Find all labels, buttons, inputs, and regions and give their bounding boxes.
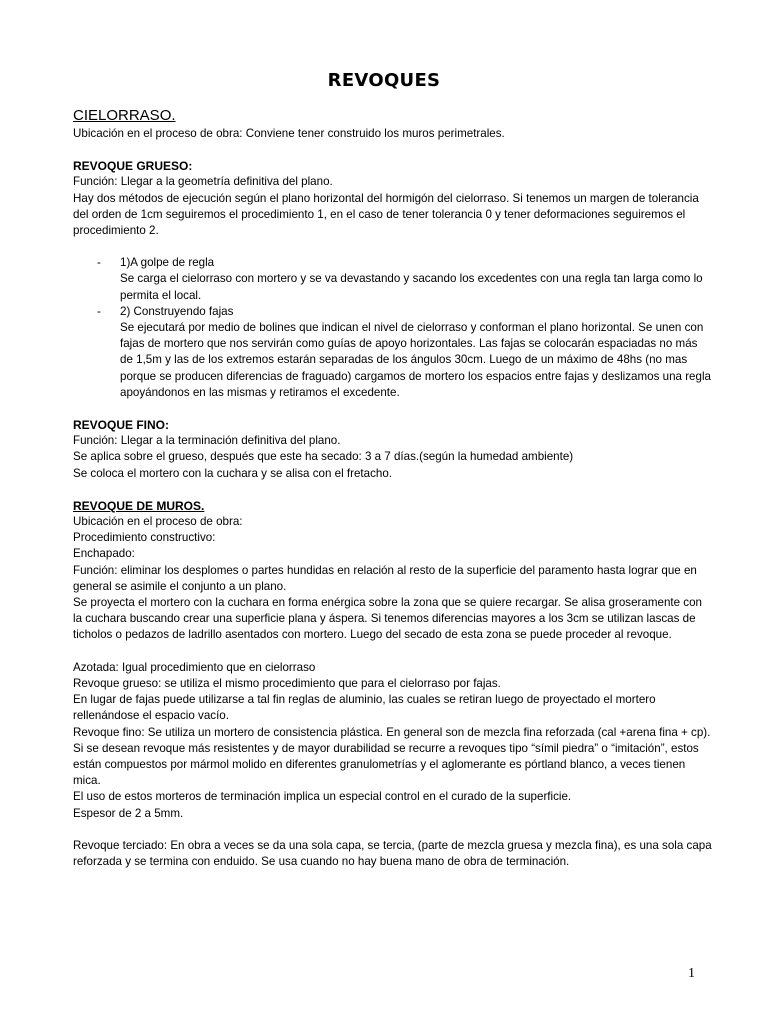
list-item [73,304,713,401]
revoque-muros-detail: Azotada: Igual procedimiento que en cielorraso [73,660,316,674]
list-dash: - [97,304,101,318]
revoque-muros-detail: Revoque grueso: se utiliza el mismo procedimiento que para el cielorraso por fajas. [73,676,501,690]
revoque-muros-heading: REVOQUE DE MUROS. [73,498,205,513]
revoque-muros-detail: Revoque fino: Se utiliza un mortero de consistencia plástica. En general son de mezcla fina reforzada (cal +arena fina + cp). Si se desean revoque más resistentes y de mayor durabilidad se recurre a revoques tipo “símil piedra” o “imitación”, estos están compuestos por mármol molido en diferentes granulometrías y el aglomerante es pórtland blanco, a veces tienen mica. [73,725,711,788]
document-title: REVOQUES [327,70,441,91]
revoque-terciado: Revoque terciado: En obra a veces se da una sola capa, se tercia, (parte de mezcla gruesa y mezcla fina), es una sola capa reforzada y se termina con enduido. Se usa cuando no hay buena mano de obra de terminación. [73,838,712,868]
revoque-fino-heading: REVOQUE FINO: [73,418,170,433]
cielorraso-intro: Ubicación en el proceso de obra: Conviene tener construido los muros perimetrales. [73,127,505,140]
method-title: 1)A golpe de regla [120,256,215,270]
revoque-fino-line: Se aplica sobre el grueso, después que este ha secado: 3 a 7 días.(según la humedad ambiente) [73,450,574,464]
cielorraso-heading: CIELORRASO. [73,107,176,124]
method-description: Se carga el cielorraso con mortero y se va devastando y sacando los excedentes con una regla tan larga como lo permita el local. [120,272,703,302]
revoque-fino-line: Función: Llegar a la terminación definitiva del plano. [73,434,341,448]
revoque-muros-line: Ubicación en el proceso de obra: [73,515,243,529]
revoque-muros-detail: El uso de estos morteros de terminación implica un especial control en el curado de la superficie. [73,790,572,804]
revoque-grueso-metodos: Hay dos métodos de ejecución según el plano horizontal del hormigón del cielorraso. Si tenemos un margen de tolerancia del orden de 1cm seguiremos el procedimiento 1, en el caso de tener tolerancia 0 y tener deformaciones seguiremos el procedimiento 2. [73,191,699,238]
revoque-grueso-funcion: Función: Llegar a la geometría definitiva del plano. [73,175,333,189]
revoque-muros-line: Se proyecta el mortero con la cuchara en forma enérgica sobre la zona que se quiere recargar. Se alisa groseramente con la cuchara buscando crear una superficie plana y áspera. Si tenemos diferencias mayores a los 3cm se utilizan lascas de ticholos o pedazos de ladrillo asentados con mortero. Luego del secado de esta zona se puede proceder al revoque. [73,596,702,642]
revoque-muros-line: Enchapado: [73,547,135,561]
revoque-muros-line: Procedimiento constructivo: [73,531,216,545]
list-dash: - [97,256,101,270]
revoque-grueso-heading: REVOQUE GRUESO: [73,159,193,174]
revoque-muros-line: Función: eliminar los desplomes o partes hundidas en relación al resto de la superficie del paramento hasta lograr que en general se asimile el conjunto a un plano. [73,563,697,593]
page-number: 1 [688,966,695,981]
revoque-muros-detail: En lugar de fajas puede utilizarse a tal fin reglas de aluminio, las cuales se retiran luego de proyectado el mortero rellenándose el espacio vacío. [73,693,656,723]
method-title: 2) Construyendo fajas [120,304,234,318]
revoque-fino-line: Se coloca el mortero con la cuchara y se alisa con el fretacho. [73,466,392,480]
document-body [73,106,713,870]
method-description: Se ejecutará por medio de bolines que indican el nivel de cielorraso y conforman el plano horizontal. Se unen con fajas de mortero que nos servirán como guías de apoyo horizontales. Las fajas se colocarán espaciadas no más de 1,5m y las de los extremos estarán separadas de los ángulos 30cm. Luego de un máximo de 48hs (no mas porque se producen diferencias de fraguado) cargamos de mortero los espacios entre fajas y deslizamos una regla apoyándonos en las mismas y retiramos el excedente. [120,321,711,399]
revoque-muros-detail: Espesor de 2 a 5mm. [73,806,184,820]
procedure-list [73,255,713,401]
list-item [73,255,713,304]
